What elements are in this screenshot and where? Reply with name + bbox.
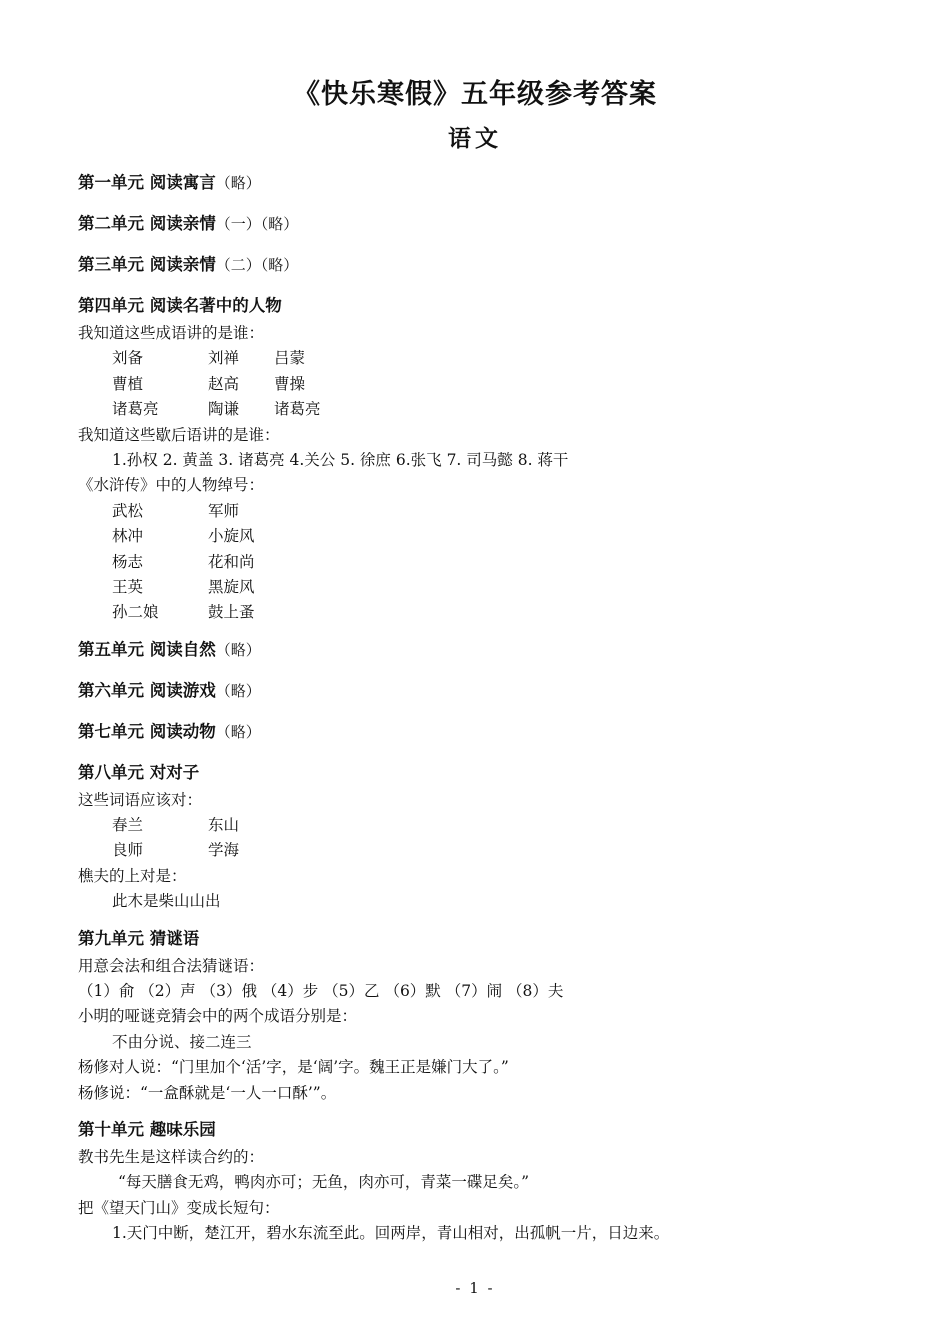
contract-reading: “每天膳食无鸡，鸭肉亦可；无鱼，肉亦可，青菜一碟足矣。” — [118, 1173, 530, 1192]
unit-4-question-nicknames: 《水浒传》中的人物绰号： — [78, 476, 265, 495]
document-title: 《快乐寒假》五年级参考答案 — [293, 79, 657, 110]
unit-2-note: （一）（略） — [215, 215, 299, 233]
character-name: 杨志 — [112, 552, 144, 571]
yangxiu-quote-2: 杨修说：“一盒酥就是‘一人一口酥’”。 — [78, 1083, 337, 1102]
couplet-word: 东山 — [208, 816, 240, 835]
idiom-answer: 诸葛亮 — [112, 400, 159, 419]
unit-10-question-poem: 把《望天门山》变成长短句： — [78, 1198, 280, 1217]
idiom-answer: 诸葛亮 — [274, 400, 321, 419]
unit-10-question-contract: 教书先生是这样读合约的： — [78, 1147, 265, 1166]
idiom-answer: 陶谦 — [208, 400, 240, 419]
unit-9-body — [78, 954, 878, 1106]
couplet-word: 学海 — [208, 841, 240, 860]
character-nickname: 鼓上蚤 — [208, 603, 255, 622]
unit-1-title: 第一单元 阅读寓言 — [78, 173, 216, 192]
idiom-answer-row — [78, 346, 878, 371]
unit-5-heading — [78, 635, 878, 676]
unit-2-heading — [78, 209, 878, 250]
character-nickname: 花和尚 — [208, 552, 255, 571]
xiehouyu-answers: 1.孙权 2. 黄盖 3. 诸葛亮 4.关公 5. 徐庶 6.张飞 7. 司马懿 8. 蒋干 — [112, 450, 569, 469]
unit-9-heading — [78, 924, 878, 954]
character-name: 王英 — [112, 577, 144, 596]
character-nickname: 军师 — [208, 501, 240, 520]
riddle-answers: （1）俞 （2）声 （3）俄 （4）步 （5）乙 （6）默 （7）闹 （8）夫 — [78, 982, 564, 1001]
idiom-answer: 赵高 — [208, 374, 240, 393]
unit-2-title: 第二单元 阅读亲情 — [78, 214, 216, 233]
character-nickname: 小旋风 — [208, 527, 255, 546]
unit-9-question-idioms: 小明的哑谜竞猜会中的两个成语分别是： — [78, 1007, 358, 1026]
poem-rewrite: 1.天门中断，楚江开，碧水东流至此。回两岸，青山相对，出孤帆一片，日边来。 — [112, 1224, 670, 1243]
idiom-answer: 刘备 — [112, 349, 144, 368]
unit-4-heading — [78, 291, 878, 321]
nickname-row — [78, 499, 878, 524]
unit-9-title: 第九单元 猜谜语 — [78, 928, 200, 948]
unit-9-question-riddles: 用意会法和组合法猜谜语： — [78, 956, 265, 975]
character-nickname: 黑旋风 — [208, 577, 255, 596]
unit-7-note: （略） — [215, 722, 261, 741]
character-name: 孙二娘 — [112, 603, 159, 622]
idiom-answer: 曹植 — [112, 374, 144, 393]
unit-3-heading — [78, 250, 878, 291]
unit-8-body — [78, 788, 878, 915]
unit-4-question-xiehouyu: 我知道这些歇后语讲的是谁： — [78, 425, 280, 444]
unit-6-title: 第六单元 阅读游戏 — [78, 680, 216, 700]
couplet-word: 春兰 — [112, 816, 144, 835]
unit-8-question-pairs: 这些词语应该对： — [78, 790, 203, 809]
unit-4-body — [78, 321, 878, 626]
idiom-answer-row — [78, 372, 878, 397]
couplet-word: 良师 — [112, 841, 144, 860]
nickname-row — [78, 550, 878, 575]
unit-1-heading — [78, 168, 878, 209]
unit-8-heading — [78, 758, 878, 788]
couplet-pair-row — [78, 838, 878, 863]
mime-idiom-answers: 不由分说、接二连三 — [112, 1032, 252, 1051]
unit-5-title: 第五单元 阅读自然 — [78, 639, 216, 659]
idiom-answer-row — [78, 397, 878, 422]
unit-3-title: 第三单元 阅读亲情 — [78, 255, 216, 274]
unit-4-title: 第四单元 阅读名著中的人物 — [78, 296, 282, 315]
idiom-answer: 刘禅 — [208, 349, 240, 368]
subject-heading: 语文 — [448, 125, 502, 152]
nickname-row — [78, 524, 878, 549]
answer-content — [78, 168, 878, 1256]
character-name: 武松 — [112, 501, 144, 520]
unit-4-question-idioms: 我知道这些成语讲的是谁： — [78, 324, 265, 342]
unit-10-heading — [78, 1115, 878, 1145]
unit-7-heading — [78, 717, 878, 758]
yangxiu-quote-1: 杨修对人说：“门里加个‘活’字，是‘阔’字。魏王正是嫌门大了。” — [78, 1058, 509, 1077]
nickname-row — [78, 600, 878, 625]
unit-7-title: 第七单元 阅读动物 — [78, 721, 216, 741]
unit-3-note: （二）（略） — [215, 256, 299, 274]
woodcutter-answer: 此木是柴山山出 — [112, 892, 221, 911]
idiom-answer: 吕蒙 — [274, 349, 306, 368]
unit-1-note: （略） — [215, 174, 261, 192]
unit-5-note: （略） — [215, 640, 261, 659]
unit-10-body — [78, 1145, 878, 1247]
unit-6-note: （略） — [215, 681, 261, 700]
page-number: - 1 - — [455, 1279, 495, 1297]
unit-8-title: 第八单元 对对子 — [78, 762, 200, 782]
idiom-answer: 曹操 — [274, 374, 306, 393]
unit-8-question-woodcutter: 樵夫的上对是： — [78, 866, 187, 885]
unit-6-heading — [78, 676, 878, 717]
unit-10-title: 第十单元 趣味乐园 — [78, 1119, 216, 1139]
nickname-row — [78, 575, 878, 600]
character-name: 林冲 — [112, 527, 144, 546]
couplet-pair-row — [78, 813, 878, 838]
